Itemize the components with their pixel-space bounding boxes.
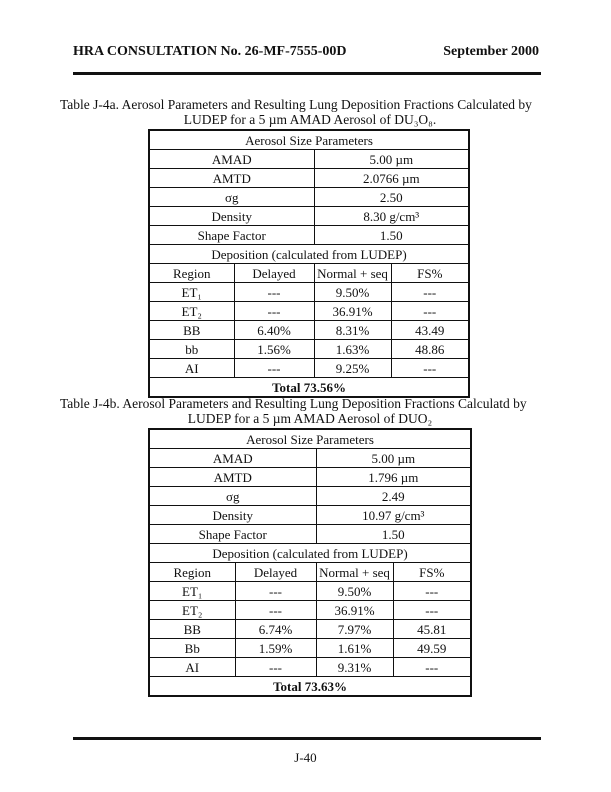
table-cell: ---: [234, 359, 314, 378]
table-cell: 36.91%: [314, 302, 391, 321]
params-title: Aerosol Size Parameters: [149, 130, 469, 150]
table-j4b: [148, 428, 472, 697]
table-cell: 45.81: [393, 620, 471, 639]
param-row: [149, 487, 471, 506]
column-header: Normal + seq: [316, 563, 393, 582]
table-cell: 36.91%: [316, 601, 393, 620]
param-value: 2.0766 µm: [314, 169, 469, 188]
table-row: [149, 302, 469, 321]
table-cell: 9.31%: [316, 658, 393, 677]
total-row: [149, 677, 471, 697]
column-header: Region: [149, 264, 234, 283]
param-name: Shape Factor: [149, 525, 316, 544]
table-b-caption: [40, 396, 580, 426]
table-cell: BB: [149, 620, 235, 639]
param-value: 2.50: [314, 188, 469, 207]
param-value: 2.49: [316, 487, 471, 506]
param-value: 5.00 µm: [314, 150, 469, 169]
table-cell: Bb: [149, 639, 235, 658]
param-value: 8.30 g/cm³: [314, 207, 469, 226]
caption-line: Table J-4b. Aerosol Parameters and Resulting Lung Deposition Fractions Calculatd by: [60, 396, 527, 411]
table-cell: ET₂: [149, 302, 234, 321]
table-cell: ---: [234, 302, 314, 321]
param-name: Density: [149, 506, 316, 525]
param-name: AMTD: [149, 169, 314, 188]
table-cell: ---: [235, 601, 316, 620]
param-row: [149, 169, 469, 188]
section-header-row: [149, 544, 471, 563]
column-header-row: [149, 264, 469, 283]
param-value: 10.97 g/cm³: [316, 506, 471, 525]
table-cell: ET₁: [149, 582, 235, 601]
param-name: AMTD: [149, 468, 316, 487]
caption-line: LUDEP for a 5 µm AMAD Aerosol of DUO₂: [187, 411, 433, 426]
table-cell: AI: [149, 658, 235, 677]
table-cell: ---: [391, 302, 469, 321]
caption-line: Table J-4a. Aerosol Parameters and Resulting Lung Deposition Fractions Calculated by: [60, 97, 532, 112]
table-cell: bb: [149, 340, 234, 359]
table-cell: ---: [235, 582, 316, 601]
table-cell: 48.86: [391, 340, 469, 359]
param-name: σg: [149, 188, 314, 207]
param-row: [149, 468, 471, 487]
section-header-row: [149, 130, 469, 150]
table-row: [149, 582, 471, 601]
param-row: [149, 525, 471, 544]
table-cell: 8.31%: [314, 321, 391, 340]
table-cell: ---: [391, 359, 469, 378]
table-cell: 6.74%: [235, 620, 316, 639]
table-cell: ---: [234, 283, 314, 302]
table-cell: 1.59%: [235, 639, 316, 658]
total-row: [149, 378, 469, 398]
param-row: [149, 226, 469, 245]
header-rule: [73, 72, 541, 75]
table-row: [149, 658, 471, 677]
column-header: Delayed: [234, 264, 314, 283]
page-number: J-40: [294, 750, 317, 765]
report-id: HRA CONSULTATION No. 26-MF-7555-00D: [73, 44, 347, 59]
table-cell: AI: [149, 359, 234, 378]
table-cell: 1.63%: [314, 340, 391, 359]
table-a-caption: [40, 97, 580, 127]
column-header: Normal + seq: [314, 264, 391, 283]
table-cell: ---: [235, 658, 316, 677]
table-cell: ---: [391, 283, 469, 302]
table-cell: ET₂: [149, 601, 235, 620]
table-cell: 9.50%: [316, 582, 393, 601]
param-value: 1.50: [316, 525, 471, 544]
param-name: AMAD: [149, 449, 316, 468]
param-value: 1.50: [314, 226, 469, 245]
table-row: [149, 283, 469, 302]
param-name: σg: [149, 487, 316, 506]
param-row: [149, 449, 471, 468]
total-value: Total 73.56%: [149, 378, 469, 398]
param-row: [149, 188, 469, 207]
table-cell: ---: [393, 658, 471, 677]
param-row: [149, 150, 469, 169]
table-cell: 6.40%: [234, 321, 314, 340]
deposition-title: Deposition (calculated from LUDEP): [149, 544, 471, 563]
param-name: AMAD: [149, 150, 314, 169]
table-cell: 1.56%: [234, 340, 314, 359]
column-header: Delayed: [235, 563, 316, 582]
deposition-title: Deposition (calculated from LUDEP): [149, 245, 469, 264]
table-row: [149, 620, 471, 639]
table-cell: ---: [393, 601, 471, 620]
table-row: [149, 340, 469, 359]
table-cell: 9.50%: [314, 283, 391, 302]
column-header: FS%: [391, 264, 469, 283]
report-date: September 2000: [443, 44, 539, 59]
table-row: [149, 359, 469, 378]
table-row: [149, 321, 469, 340]
table-cell: 9.25%: [314, 359, 391, 378]
table-cell: 43.49: [391, 321, 469, 340]
param-value: 1.796 µm: [316, 468, 471, 487]
column-header: Region: [149, 563, 235, 582]
param-row: [149, 506, 471, 525]
param-name: Shape Factor: [149, 226, 314, 245]
table-cell: 7.97%: [316, 620, 393, 639]
total-value: Total 73.63%: [149, 677, 471, 697]
table-cell: 49.59: [393, 639, 471, 658]
param-name: Density: [149, 207, 314, 226]
section-header-row: [149, 429, 471, 449]
column-header: FS%: [393, 563, 471, 582]
params-title: Aerosol Size Parameters: [149, 429, 471, 449]
table-cell: 1.61%: [316, 639, 393, 658]
param-row: [149, 207, 469, 226]
footer-rule: [73, 737, 541, 740]
column-header-row: [149, 563, 471, 582]
table-cell: ---: [393, 582, 471, 601]
table-row: [149, 639, 471, 658]
table-cell: BB: [149, 321, 234, 340]
table-j4a: [148, 129, 470, 398]
table-row: [149, 601, 471, 620]
caption-line: LUDEP for a 5 µm AMAD Aerosol of DU₃O₈.: [183, 112, 437, 127]
table-cell: ET₁: [149, 283, 234, 302]
section-header-row: [149, 245, 469, 264]
param-value: 5.00 µm: [316, 449, 471, 468]
